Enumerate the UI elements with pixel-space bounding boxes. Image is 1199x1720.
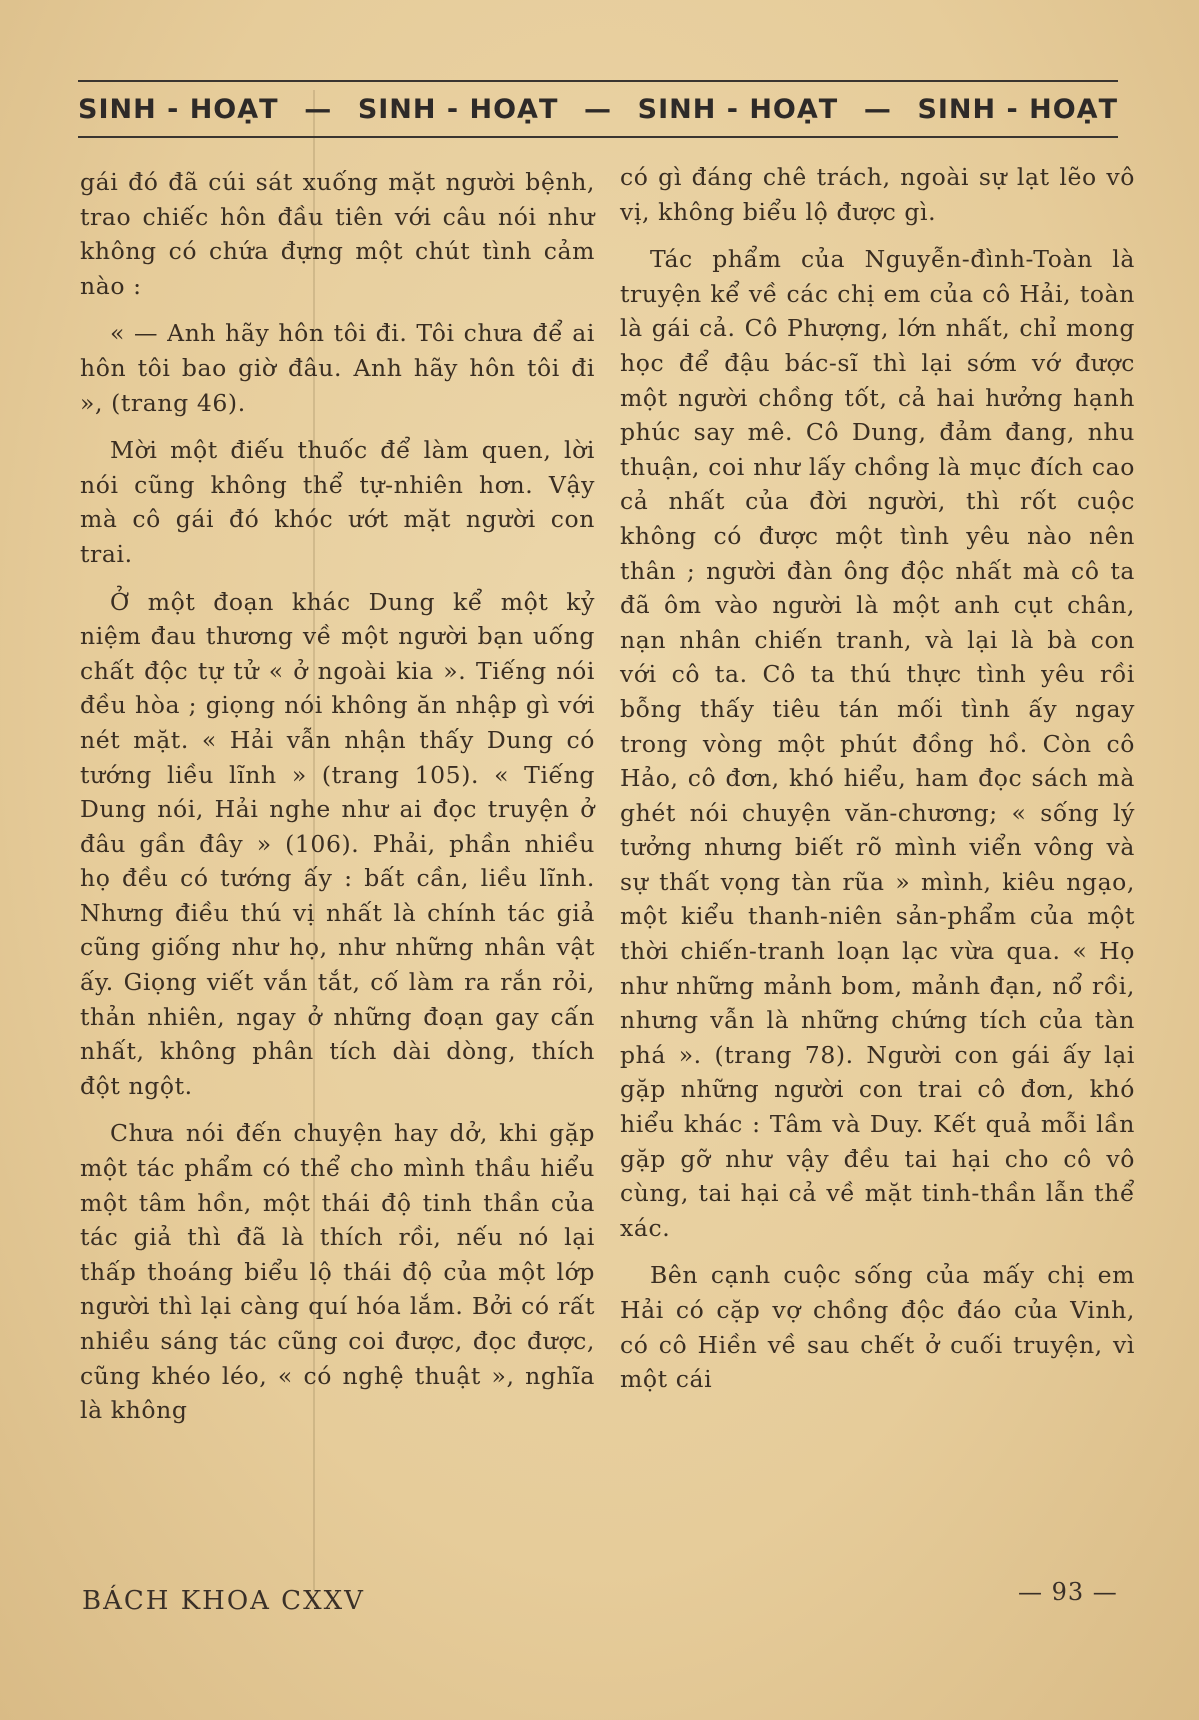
header-dash: — (863, 93, 892, 125)
right-column (620, 160, 1135, 1410)
paragraph: Chưa nói đến chuyện hay dở, khi gặp một tác phẩm có thể cho mình thầu hiểu một tâm hồn, một thái độ tinh thần của tác giả thì đã là thích rồi, nếu nó lại thấp thoáng biểu lộ thái độ của một lớp người thì lại càng quí hóa lắm. Bởi có rất nhiều sáng tác cũng coi được, đọc được, cũng khéo léo, « có nghệ thuật », nghĩa là không (80, 1119, 595, 1425)
paragraph: Ở một đoạn khác Dung kể một kỷ niệm đau thương về một người bạn uống chất độc tự tử « ở ngoài kia ». Tiếng nói đều hòa ; giọng nói không ăn nhập gì với nét mặt. « Hải vẫn nhận thấy Dung có tướng liều lĩnh » (trang 105). « Tiếng Dung nói, Hải nghe như ai đọc truyện ở đâu gần đây » (106). Phải, phần nhiều họ đều có tướng ấy : bất cần, liều lĩnh. Nhưng điều thú vị nhất là chính tác giả cũng giống như họ, như những nhân vật ấy. Giọng viết vắn tắt, cố làm ra rắn rỏi, thản nhiên, ngay ở những đoạn gay cấn nhất, không phân tích dài dòng, thích đột ngột. (80, 587, 595, 1100)
paragraph: có gì đáng chê trách, ngoài sự lạt lẽo vô vị, không biểu lộ được gì. (620, 163, 1135, 226)
header-dash: — (304, 93, 333, 125)
left-column (80, 165, 595, 1441)
section-header (78, 80, 1118, 138)
paragraph: Tác phẩm của Nguyễn-đình-Toàn là truyện kể về các chị em của cô Hải, toàn là gái cả. Cô Phượng, lớn nhất, chỉ mong học để đậu bác-sĩ thì lại sớm vớ được một người chồng tốt, cả hai hưởng hạnh phúc say mê. Cô Dung, đảm đang, nhu thuận, coi như lấy chồng là mục đích cao cả nhất của đời người, thì rốt cuộc không có được một tình yêu nào nên thân ; người đàn ông độc nhất mà cô ta đã ôm vào người là một anh cụt chân, nạn nhân chiến tranh, và lại là bà con với cô ta. Cô ta thú thực tình yêu rồi bỗng thấy tiêu tán mối tình ấy ngay trong vòng một phút đồng hồ. Còn cô Hảo, cô đơn, khó hiểu, ham đọc sách mà ghét nói chuyện văn-chương; « sống lý tưởng nhưng biết rõ mình viển vông và sự thất vọng tàn rũa » mình, kiêu ngạo, một kiểu thanh-niên sản-phẩm của một thời chiến-tranh loạn lạc vừa qua. « Họ như những mảnh bom, mảnh đạn, nổ rồi, nhưng vẫn là những chứng tích của tàn phá ». (trang 78). Người con gái ấy lại gặp những người con trai cô đơn, khó hiểu khác : Tâm và Duy. Kết quả mỗi lần gặp gỡ như vậy đều tai hại cho cô vô cùng, tai hại cả về mặt tinh-thần lẫn thể xác. (620, 245, 1135, 1242)
header-title: SINH - HOẠT (357, 93, 559, 125)
paragraph: gái đó đã cúi sát xuống mặt người bệnh, trao chiếc hôn đầu tiên với câu nói như không có chứa đựng một chút tình cảm nào : (80, 168, 595, 300)
header-title: SINH - HOẠT (78, 93, 279, 125)
page-number: — 93 — (1018, 1578, 1118, 1606)
header-dash: — (584, 93, 612, 125)
header-title: SINH - HOẠT (637, 93, 839, 125)
publication-name: BÁCH KHOA CXXV (82, 1586, 365, 1616)
header-title: SINH - HOẠT (917, 93, 1118, 125)
quote-paragraph: « — Anh hãy hôn tôi đi. Tôi chưa để ai hôn tôi bao giờ đâu. Anh hãy hôn tôi đi », (trang 46). (80, 319, 595, 417)
paragraph: Bên cạnh cuộc sống của mấy chị em Hải có cặp vợ chồng độc đáo của Vinh, có cô Hiền về sau chết ở cuối truyện, vì một cái (620, 1261, 1135, 1394)
paragraph: Mời một điếu thuốc để làm quen, lời nói cũng không thể tự-nhiên hơn. Vậy mà cô gái đó khóc ướt mặt người con trai. (80, 436, 595, 568)
